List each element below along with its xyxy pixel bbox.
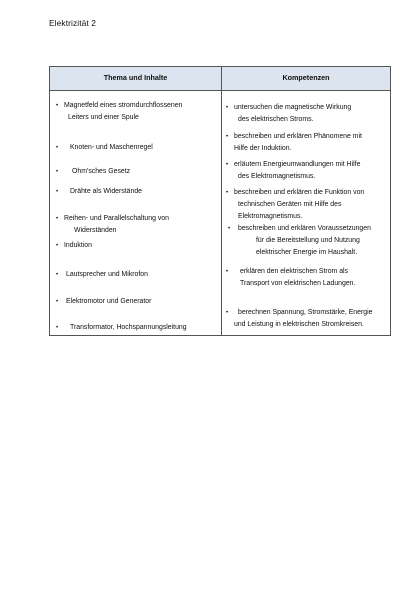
topic-line: Leiters und einer Spule bbox=[68, 114, 139, 121]
competency-line: Transport von elektrischen Ladungen. bbox=[240, 280, 356, 287]
competency-line: erläutern Energieumwandlungen mit Hilfe bbox=[234, 161, 361, 168]
topic-line: Widerständen bbox=[74, 227, 117, 234]
bullet-icon: • bbox=[56, 189, 59, 195]
bullet-icon: • bbox=[56, 272, 59, 278]
bullet-icon: • bbox=[56, 169, 59, 175]
column-header-competencies: Kompetenzen bbox=[282, 73, 330, 82]
bullet-icon: • bbox=[56, 216, 59, 222]
page-title: Elektrizität 2 bbox=[49, 18, 97, 28]
bullet-icon: • bbox=[56, 145, 59, 151]
competency-line: elektrischer Energie im Haushalt. bbox=[256, 249, 358, 256]
competency-line: beschreiben und erklären Voraussetzungen bbox=[238, 225, 371, 232]
topic-line: Knoten- und Maschenregel bbox=[70, 144, 153, 151]
bullet-icon: • bbox=[56, 325, 59, 331]
competency-line: des Elektromagnetismus. bbox=[238, 173, 316, 180]
competency-line: und Leistung in elektrischen Stromkreisen. bbox=[234, 321, 364, 328]
bullet-icon: • bbox=[226, 162, 229, 168]
topic-line: Induktion bbox=[64, 242, 92, 249]
bullet-icon: • bbox=[56, 103, 59, 109]
competency-line: Hilfe der Induktion. bbox=[234, 145, 292, 152]
topic-line: Ohm’sches Gesetz bbox=[72, 168, 131, 175]
bullet-icon: • bbox=[226, 105, 229, 111]
competency-line: untersuchen die magnetische Wirkung bbox=[234, 104, 352, 111]
bullet-icon: • bbox=[228, 226, 231, 232]
table-header-row bbox=[50, 67, 390, 91]
bullet-icon: • bbox=[56, 299, 59, 305]
competency-line: erklären den elektrischen Strom als bbox=[240, 268, 349, 275]
topic-line: Reihen- und Parallelschaltung von bbox=[64, 215, 169, 222]
topic-line: Lautsprecher und Mikrofon bbox=[66, 271, 148, 278]
bullet-icon: • bbox=[226, 190, 229, 196]
content-table bbox=[49, 66, 391, 336]
topic-line: Elektromotor und Generator bbox=[66, 298, 152, 305]
competency-line: für die Bereitstellung und Nutzung bbox=[256, 237, 360, 244]
topic-line: Magnetfeld eines stromdurchflossenen bbox=[64, 102, 183, 109]
topic-line: Transformator, Hochspannungsleitung bbox=[70, 324, 187, 331]
bullet-icon: • bbox=[226, 310, 229, 316]
bullet-icon: • bbox=[226, 134, 229, 140]
competency-line: beschreiben und erklären Phänomene mit bbox=[234, 133, 362, 140]
competency-line: des elektrischen Stroms. bbox=[238, 116, 314, 123]
competency-line: technischen Geräten mit Hilfe des bbox=[238, 201, 342, 208]
competency-line: beschreiben und erklären die Funktion von bbox=[234, 189, 365, 196]
competency-line: Elektromagnetismus. bbox=[238, 213, 303, 220]
bullet-icon: • bbox=[226, 269, 229, 275]
topic-line: Drähte als Widerstände bbox=[70, 188, 143, 195]
column-header-topics: Thema und Inhalte bbox=[103, 73, 168, 82]
column-divider bbox=[221, 67, 222, 335]
competency-line: berechnen Spannung, Stromstärke, Energie bbox=[238, 309, 373, 316]
bullet-icon: • bbox=[56, 243, 59, 249]
